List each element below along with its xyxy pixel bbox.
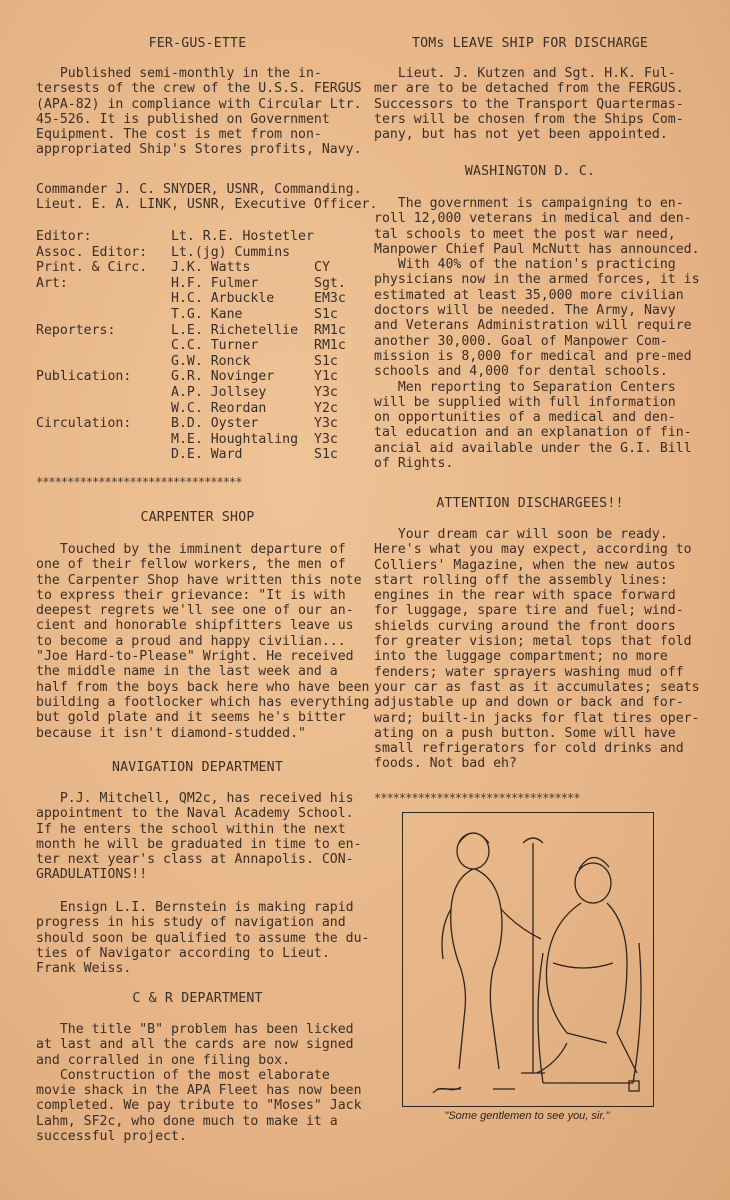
attention-line: shields curving around the front doors bbox=[374, 618, 676, 634]
attention-line: into the luggage compartment; no more bbox=[374, 649, 668, 665]
toms-line: mer are to be detached from the FERGUS. bbox=[374, 81, 684, 97]
navigation-line: should soon be qualified to assume the du- bbox=[36, 930, 370, 946]
navigation-section-2 bbox=[36, 900, 369, 976]
staff-role: Print. & Circ. bbox=[36, 260, 148, 276]
attention-heading bbox=[370, 496, 690, 512]
staff-row bbox=[36, 385, 356, 401]
washington-line: Men reporting to Separation Centers bbox=[374, 379, 676, 395]
intro-paragraph bbox=[36, 66, 362, 158]
washington-line: physicians now in the armed forces, it is bbox=[374, 272, 700, 288]
staff-row bbox=[36, 276, 356, 292]
cartoon-illustration bbox=[402, 812, 654, 1107]
washington-line: ancial aid available under the G.I. Bill bbox=[374, 440, 692, 456]
carpenter-line: because it isn't diamond-studded." bbox=[36, 725, 306, 741]
staff-rate: EM3c bbox=[314, 291, 346, 307]
navigation-line: If he enters the school within the next bbox=[36, 821, 346, 837]
staff-name: H.F. Fulmer bbox=[171, 275, 259, 291]
cr-line: successful project. bbox=[36, 1129, 187, 1145]
carpenter-line: half from the boys back here who have been bbox=[36, 679, 370, 695]
toms-paragraph bbox=[374, 66, 684, 142]
staff-role: Reporters: bbox=[36, 322, 116, 338]
masthead-officers bbox=[36, 182, 377, 213]
carpenter-line: the Carpenter Shop have written this note bbox=[36, 572, 362, 588]
staff-name: Lt.(jg) Cummins bbox=[171, 244, 291, 260]
toms-line: Lieut. J. Kutzen and Sgt. H.K. Ful- bbox=[374, 66, 676, 81]
staff-rate: CY bbox=[314, 260, 330, 276]
staff-row bbox=[36, 432, 356, 448]
divider-left: ********************************* bbox=[36, 475, 242, 489]
cr-line: completed. We pay tribute to "Moses" Jack bbox=[36, 1098, 362, 1114]
staff-rate: S1c bbox=[314, 353, 338, 369]
washington-paragraph bbox=[374, 196, 700, 471]
staff-rate: Y2c bbox=[314, 400, 338, 416]
intro-line: 45-526. It is published on Government bbox=[36, 111, 330, 127]
staff-rate: Sgt. bbox=[314, 275, 346, 291]
staff-row bbox=[36, 307, 356, 323]
staff-rate: RM1c bbox=[314, 322, 346, 338]
carpenter-title: CARPENTER SHOP bbox=[140, 510, 255, 525]
staff-rate: S1c bbox=[314, 306, 338, 322]
navigation-line: Ensign L.I. Bernstein is making rapid bbox=[36, 900, 354, 915]
staff-name: T.G. Kane bbox=[171, 306, 243, 322]
attention-line: ward; built-in jacks for flat tires oper- bbox=[374, 710, 700, 726]
staff-row bbox=[36, 229, 356, 245]
washington-line: of Rights. bbox=[374, 456, 454, 472]
staff-row bbox=[36, 291, 356, 307]
toms-line: Successors to the Transport Quartermas- bbox=[374, 96, 684, 112]
cr-line: Construction of the most elaborate bbox=[36, 1067, 330, 1083]
cr-section bbox=[36, 1022, 362, 1144]
navigation-paragraph-1 bbox=[36, 791, 362, 883]
staff-name: G.R. Novinger bbox=[171, 369, 275, 385]
washington-line: roll 12,000 veterans in medical and den- bbox=[374, 211, 692, 227]
staff-name: B.D. Oyster bbox=[171, 416, 259, 432]
carpenter-line: but gold plate and it seems he's bitter bbox=[36, 710, 346, 726]
carpenter-line: Touched by the imminent departure of bbox=[36, 542, 346, 557]
staff-name: M.E. Houghtaling bbox=[171, 431, 299, 447]
navigation-line: appointment to the Naval Academy School. bbox=[36, 806, 354, 822]
cr-heading bbox=[30, 991, 365, 1007]
attention-paragraph bbox=[374, 527, 700, 772]
cr-line: and corralled in one filing box. bbox=[36, 1052, 291, 1068]
staff-row bbox=[36, 338, 356, 354]
washington-line: another 30,000. Goal of Manpower Com- bbox=[374, 333, 668, 349]
cr-line: Lahm, SF2c, who done much to make it a bbox=[36, 1113, 338, 1129]
staff-role: Publication: bbox=[36, 369, 132, 385]
attention-line: for luggage, spare tire and fuel; wind- bbox=[374, 603, 684, 619]
staff-row bbox=[36, 401, 356, 417]
staff-role: Assoc. Editor: bbox=[36, 244, 148, 260]
intro-line: (APA-82) in compliance with Circular Ltr. bbox=[36, 96, 362, 112]
staff-role: Circulation: bbox=[36, 416, 132, 432]
carpenter-line: deepest regrets we'll see one of our an- bbox=[36, 603, 354, 619]
staff-rate: Y3c bbox=[314, 384, 338, 400]
officers-line: Commander J. C. SNYDER, USNR, Commanding. bbox=[36, 182, 362, 197]
staff-rate: Y3c bbox=[314, 431, 338, 447]
toms-section bbox=[374, 66, 684, 142]
washington-line: The government is campaigning to en- bbox=[374, 196, 684, 211]
carpenter-line: to express their grievance: "It is with bbox=[36, 587, 346, 603]
attention-line: for greater vision; metal tops that fold bbox=[374, 634, 692, 650]
attention-line: small refrigerators for cold drinks and bbox=[374, 741, 684, 757]
staff-row bbox=[36, 416, 356, 432]
staff-name: C.C. Turner bbox=[171, 338, 259, 354]
attention-line: fenders; water sprayers washing mud off bbox=[374, 664, 684, 680]
navigation-line: Frank Weiss. bbox=[36, 961, 132, 977]
intro-line: Published semi-monthly in the in- bbox=[36, 66, 322, 81]
attention-section bbox=[374, 527, 700, 772]
staff-name: A.P. Jollsey bbox=[171, 384, 267, 400]
staff-row bbox=[36, 245, 356, 261]
attention-title: ATTENTION DISCHARGEES!! bbox=[436, 496, 624, 511]
toms-line: pany, but has not yet been appointed. bbox=[374, 127, 668, 143]
toms-line: ters will be chosen from the Ships Com- bbox=[374, 111, 684, 127]
attention-line: Your dream car will soon be ready. bbox=[374, 527, 668, 542]
washington-line: With 40% of the nation's practicing bbox=[374, 257, 676, 273]
navigation-heading bbox=[30, 760, 365, 776]
carpenter-line: cient and honorable shipfitters leave us bbox=[36, 618, 354, 634]
masthead-title-text: FER-GUS-ETTE bbox=[148, 36, 247, 51]
carpenter-paragraph bbox=[36, 542, 369, 741]
staff-name: H.C. Arbuckle bbox=[171, 291, 275, 307]
masthead-title bbox=[30, 36, 365, 52]
washington-heading bbox=[370, 164, 690, 180]
attention-line: adjustable up and down or back and for- bbox=[374, 695, 684, 711]
staff-rate: Y1c bbox=[314, 369, 338, 385]
carpenter-section bbox=[36, 542, 369, 741]
staff-name: W.C. Reordan bbox=[171, 400, 267, 416]
washington-line: on opportunities of a medical and den- bbox=[374, 410, 676, 426]
staff-name: G.W. Ronck bbox=[171, 353, 251, 369]
staff-row bbox=[36, 447, 356, 463]
masthead-intro bbox=[36, 66, 362, 158]
navigation-line: progress in his study of navigation and bbox=[36, 915, 346, 931]
cr-paragraph bbox=[36, 1022, 362, 1144]
staff-name: D.E. Ward bbox=[171, 447, 243, 463]
carpenter-heading bbox=[30, 510, 365, 526]
officers-paragraph bbox=[36, 182, 377, 213]
attention-line: Here's what you may expect, according to bbox=[374, 542, 692, 558]
carpenter-line: building a footlocker which has everything bbox=[36, 694, 370, 710]
navigation-line: ties of Navigator according to Lieut. bbox=[36, 945, 330, 961]
washington-line: estimated at least 35,000 more civilian bbox=[374, 287, 684, 303]
toms-title: TOMs LEAVE SHIP FOR DISCHARGE bbox=[411, 36, 649, 51]
washington-section bbox=[374, 196, 700, 471]
navigation-paragraph-2 bbox=[36, 900, 369, 976]
staff-list bbox=[36, 229, 356, 463]
intro-line: appropriated Ship's Stores profits, Navy. bbox=[36, 142, 362, 158]
attention-line: foods. Not bad eh? bbox=[374, 756, 517, 772]
staff-rate: RM1c bbox=[314, 338, 346, 354]
cartoon-drawing bbox=[403, 813, 653, 1106]
staff-row bbox=[36, 354, 356, 370]
staff-role: Editor: bbox=[36, 229, 92, 244]
washington-line: tal education and an explanation of fin- bbox=[374, 425, 692, 441]
cartoon-caption: "Some gentlemen to see you, sir." bbox=[444, 1110, 610, 1122]
navigation-line: month he will be graduated in time to en- bbox=[36, 836, 362, 852]
cr-line: The title "B" problem has been licked bbox=[36, 1022, 354, 1037]
washington-line: tal schools to meet the post war need, bbox=[374, 226, 676, 242]
officers-line: Lieut. E. A. LINK, USNR, Executive Officer. bbox=[36, 197, 378, 213]
cr-line: at last and all the cards are now signed bbox=[36, 1037, 354, 1053]
attention-line: engines in the rear with space forward bbox=[374, 588, 676, 604]
cr-line: movie shack in the APA Fleet has now been bbox=[36, 1083, 362, 1099]
staff-name: Lt. R.E. Hostetler bbox=[171, 229, 314, 244]
washington-line: will be supplied with full information bbox=[374, 394, 676, 410]
staff-row bbox=[36, 260, 356, 276]
navigation-line: GRADULATIONS!! bbox=[36, 867, 148, 883]
attention-line: start rolling off the assembly lines: bbox=[374, 572, 668, 588]
staff-rate: S1c bbox=[314, 447, 338, 463]
attention-line: ating on a push button. Some will have bbox=[374, 725, 676, 741]
cr-title: C & R DEPARTMENT bbox=[132, 991, 263, 1006]
carpenter-line: one of their fellow workers, the men of bbox=[36, 557, 346, 573]
attention-line: your car as fast as it accumulates; seats bbox=[374, 679, 700, 695]
navigation-section-1 bbox=[36, 791, 362, 883]
staff-row bbox=[36, 323, 356, 339]
washington-line: mission is 8,000 for medical and pre-med bbox=[374, 348, 692, 364]
washington-line: and Veterans Administration will require bbox=[374, 318, 692, 334]
divider-right: ********************************* bbox=[374, 791, 580, 805]
toms-heading bbox=[370, 36, 690, 52]
staff-name: J.K. Watts bbox=[171, 260, 251, 276]
intro-line: tersests of the crew of the U.S.S. FERGUS bbox=[36, 81, 362, 97]
washington-line: Manpower Chief Paul McNutt has announced. bbox=[374, 241, 700, 257]
carpenter-line: the middle name in the last week and a bbox=[36, 664, 338, 680]
navigation-line: ter next year's class at Annapolis. CON- bbox=[36, 852, 354, 868]
carpenter-line: to become a proud and happy civilian... bbox=[36, 633, 346, 649]
staff-row bbox=[36, 369, 356, 385]
intro-line: Equipment. The cost is met from non- bbox=[36, 127, 322, 143]
washington-line: schools and 4,000 for dental schools. bbox=[374, 364, 668, 380]
staff-role: Art: bbox=[36, 275, 68, 291]
navigation-line: P.J. Mitchell, QM2c, has received his bbox=[36, 791, 354, 806]
navigation-title: NAVIGATION DEPARTMENT bbox=[112, 760, 283, 775]
attention-line: Colliers' Magazine, when the new autos bbox=[374, 557, 676, 573]
washington-line: doctors will be needed. The Army, Navy bbox=[374, 303, 676, 319]
staff-rate: Y3c bbox=[314, 416, 338, 432]
washington-title: WASHINGTON D. C. bbox=[464, 164, 596, 179]
carpenter-line: "Joe Hard-to-Please" Wright. He received bbox=[36, 649, 354, 665]
staff-name: L.E. Richetellie bbox=[171, 322, 299, 338]
